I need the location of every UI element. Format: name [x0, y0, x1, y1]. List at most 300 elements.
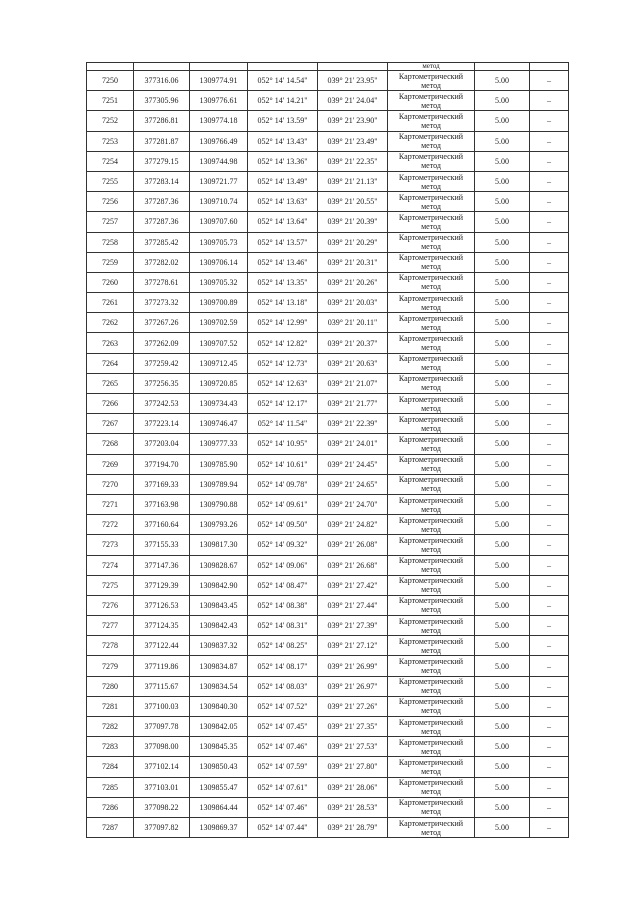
dash-cell: –	[530, 616, 569, 636]
point-number-cell: 7280	[87, 676, 134, 696]
point-number-cell: 7261	[87, 293, 134, 313]
x-coordinate-cell: 377282.02	[134, 252, 190, 272]
method-cell: Картометрический метод	[388, 696, 475, 716]
y-coordinate-cell: 1309850.43	[190, 757, 248, 777]
point-number-cell: 7254	[87, 151, 134, 171]
y-coordinate-cell: 1309817.30	[190, 535, 248, 555]
dash-cell: –	[530, 777, 569, 797]
longitude-cell: 039° 21' 26.99"	[318, 656, 388, 676]
dash-cell: –	[530, 575, 569, 595]
accuracy-cell: 5.00	[475, 373, 530, 393]
table-row	[87, 656, 569, 676]
latitude-cell: 052° 14' 12.82"	[248, 333, 318, 353]
y-coordinate-cell: 1309834.87	[190, 656, 248, 676]
table-row	[87, 474, 569, 494]
y-coordinate-cell: 1309776.61	[190, 91, 248, 111]
table-row	[87, 636, 569, 656]
longitude-cell: 039° 21' 23.90"	[318, 111, 388, 131]
y-coordinate-cell: 1309707.52	[190, 333, 248, 353]
dash-cell: –	[530, 414, 569, 434]
method-cell: Картометрический метод	[388, 71, 475, 91]
table-row	[87, 272, 569, 292]
dash-cell: –	[530, 151, 569, 171]
method-cell: Картометрический метод	[388, 333, 475, 353]
point-number-cell: 7253	[87, 131, 134, 151]
x-coordinate-cell: 377169.33	[134, 474, 190, 494]
point-number-cell: 7271	[87, 494, 134, 514]
method-cell: Картометрический метод	[388, 272, 475, 292]
dash-cell: –	[530, 313, 569, 333]
longitude-cell: 039° 21' 20.11"	[318, 313, 388, 333]
latitude-cell: 052° 14' 09.32"	[248, 535, 318, 555]
table-row	[87, 252, 569, 272]
point-number-cell: 7273	[87, 535, 134, 555]
dash-cell: –	[530, 171, 569, 191]
point-number-cell: 7255	[87, 171, 134, 191]
x-coordinate-cell: 377305.96	[134, 91, 190, 111]
latitude-cell: 052° 14' 13.35"	[248, 272, 318, 292]
y-coordinate-cell: 1309789.94	[190, 474, 248, 494]
dash-cell: –	[530, 454, 569, 474]
longitude-cell: 039° 21' 27.80"	[318, 757, 388, 777]
longitude-cell: 039° 21' 21.13"	[318, 171, 388, 191]
latitude-cell: 052° 14' 07.45"	[248, 717, 318, 737]
x-coordinate-cell: 377103.01	[134, 777, 190, 797]
method-cell: Картометрический метод	[388, 717, 475, 737]
table-row	[87, 494, 569, 514]
y-coordinate-cell: 1309855.47	[190, 777, 248, 797]
table-row	[87, 313, 569, 333]
x-coordinate-cell: 377262.09	[134, 333, 190, 353]
y-coordinate-cell: 1309845.35	[190, 737, 248, 757]
method-cell: Картометрический метод	[388, 636, 475, 656]
table-row	[87, 454, 569, 474]
x-coordinate-cell: 377129.39	[134, 575, 190, 595]
latitude-cell: 052° 14' 07.44"	[248, 817, 318, 837]
x-coordinate-cell: 377279.15	[134, 151, 190, 171]
top-cell-x	[134, 63, 190, 71]
y-coordinate-cell: 1309720.85	[190, 373, 248, 393]
accuracy-cell: 5.00	[475, 394, 530, 414]
latitude-cell: 052° 14' 08.31"	[248, 616, 318, 636]
point-number-cell: 7277	[87, 616, 134, 636]
dash-cell: –	[530, 656, 569, 676]
point-number-cell: 7256	[87, 192, 134, 212]
table-row	[87, 676, 569, 696]
latitude-cell: 052° 14' 12.99"	[248, 313, 318, 333]
x-coordinate-cell: 377124.35	[134, 616, 190, 636]
longitude-cell: 039° 21' 27.35"	[318, 717, 388, 737]
latitude-cell: 052° 14' 07.52"	[248, 696, 318, 716]
dash-cell: –	[530, 192, 569, 212]
longitude-cell: 039° 21' 22.39"	[318, 414, 388, 434]
longitude-cell: 039° 21' 28.06"	[318, 777, 388, 797]
dash-cell: –	[530, 333, 569, 353]
longitude-cell: 039° 21' 20.29"	[318, 232, 388, 252]
latitude-cell: 052° 14' 08.38"	[248, 595, 318, 615]
longitude-cell: 039° 21' 27.26"	[318, 696, 388, 716]
latitude-cell: 052° 14' 13.59"	[248, 111, 318, 131]
dash-cell: –	[530, 91, 569, 111]
accuracy-cell: 5.00	[475, 151, 530, 171]
latitude-cell: 052° 14' 07.59"	[248, 757, 318, 777]
x-coordinate-cell: 377242.53	[134, 394, 190, 414]
dash-cell: –	[530, 394, 569, 414]
y-coordinate-cell: 1309864.44	[190, 797, 248, 817]
dash-cell: –	[530, 737, 569, 757]
dash-cell: –	[530, 515, 569, 535]
dash-cell: –	[530, 293, 569, 313]
dash-cell: –	[530, 817, 569, 837]
latitude-cell: 052° 14' 11.54"	[248, 414, 318, 434]
longitude-cell: 039° 21' 27.44"	[318, 595, 388, 615]
point-number-cell: 7262	[87, 313, 134, 333]
top-cell-lat	[248, 63, 318, 71]
longitude-cell: 039° 21' 20.31"	[318, 252, 388, 272]
method-cell: Картометрический метод	[388, 353, 475, 373]
latitude-cell: 052° 14' 07.46"	[248, 737, 318, 757]
point-number-cell: 7279	[87, 656, 134, 676]
y-coordinate-cell: 1309705.73	[190, 232, 248, 252]
y-coordinate-cell: 1309840.30	[190, 696, 248, 716]
longitude-cell: 039° 21' 24.70"	[318, 494, 388, 514]
x-coordinate-cell: 377102.14	[134, 757, 190, 777]
accuracy-cell: 5.00	[475, 757, 530, 777]
accuracy-cell: 5.00	[475, 717, 530, 737]
accuracy-cell: 5.00	[475, 313, 530, 333]
accuracy-cell: 5.00	[475, 71, 530, 91]
accuracy-cell: 5.00	[475, 252, 530, 272]
y-coordinate-cell: 1309774.91	[190, 71, 248, 91]
table-row	[87, 91, 569, 111]
longitude-cell: 039° 21' 24.01"	[318, 434, 388, 454]
method-cell: Картометрический метод	[388, 515, 475, 535]
x-coordinate-cell: 377203.04	[134, 434, 190, 454]
y-coordinate-cell: 1309721.77	[190, 171, 248, 191]
table-row	[87, 192, 569, 212]
accuracy-cell: 5.00	[475, 91, 530, 111]
point-number-cell: 7266	[87, 394, 134, 414]
dash-cell: –	[530, 696, 569, 716]
dash-cell: –	[530, 434, 569, 454]
y-coordinate-cell: 1309706.14	[190, 252, 248, 272]
x-coordinate-cell: 377278.61	[134, 272, 190, 292]
x-coordinate-cell: 377267.26	[134, 313, 190, 333]
method-cell: Картометрический метод	[388, 373, 475, 393]
table-row	[87, 111, 569, 131]
longitude-cell: 039° 21' 21.07"	[318, 373, 388, 393]
dash-cell: –	[530, 676, 569, 696]
table-row	[87, 616, 569, 636]
point-number-cell: 7278	[87, 636, 134, 656]
x-coordinate-cell: 377259.42	[134, 353, 190, 373]
longitude-cell: 039° 21' 26.68"	[318, 555, 388, 575]
longitude-cell: 039° 21' 27.12"	[318, 636, 388, 656]
y-coordinate-cell: 1309710.74	[190, 192, 248, 212]
y-coordinate-cell: 1309869.37	[190, 817, 248, 837]
dash-cell: –	[530, 474, 569, 494]
method-cell: Картометрический метод	[388, 817, 475, 837]
accuracy-cell: 5.00	[475, 131, 530, 151]
latitude-cell: 052° 14' 08.03"	[248, 676, 318, 696]
latitude-cell: 052° 14' 13.36"	[248, 151, 318, 171]
longitude-cell: 039° 21' 23.49"	[318, 131, 388, 151]
x-coordinate-cell: 377194.70	[134, 454, 190, 474]
dash-cell: –	[530, 757, 569, 777]
accuracy-cell: 5.00	[475, 212, 530, 232]
y-coordinate-cell: 1309834.54	[190, 676, 248, 696]
method-cell: Картометрический метод	[388, 293, 475, 313]
accuracy-cell: 5.00	[475, 171, 530, 191]
top-cell-y	[190, 63, 248, 71]
latitude-cell: 052° 14' 08.47"	[248, 575, 318, 595]
table-body	[87, 63, 569, 838]
method-cell: Картометрический метод	[388, 151, 475, 171]
table-row	[87, 777, 569, 797]
method-cell: Картометрический метод	[388, 111, 475, 131]
table-row	[87, 797, 569, 817]
method-cell: Картометрический метод	[388, 313, 475, 333]
longitude-cell: 039° 21' 20.55"	[318, 192, 388, 212]
accuracy-cell: 5.00	[475, 777, 530, 797]
x-coordinate-cell: 377100.03	[134, 696, 190, 716]
method-cell: Картометрический метод	[388, 212, 475, 232]
dash-cell: –	[530, 636, 569, 656]
table-row	[87, 373, 569, 393]
table-row	[87, 575, 569, 595]
accuracy-cell: 5.00	[475, 454, 530, 474]
point-number-cell: 7252	[87, 111, 134, 131]
method-cell: Картометрический метод	[388, 595, 475, 615]
x-coordinate-cell: 377163.98	[134, 494, 190, 514]
y-coordinate-cell: 1309842.90	[190, 575, 248, 595]
dash-cell: –	[530, 131, 569, 151]
x-coordinate-cell: 377097.78	[134, 717, 190, 737]
x-coordinate-cell: 377119.86	[134, 656, 190, 676]
latitude-cell: 052° 14' 12.63"	[248, 373, 318, 393]
table-top-row	[87, 63, 569, 71]
point-number-cell: 7268	[87, 434, 134, 454]
point-number-cell: 7287	[87, 817, 134, 837]
latitude-cell: 052° 14' 13.57"	[248, 232, 318, 252]
latitude-cell: 052° 14' 09.78"	[248, 474, 318, 494]
accuracy-cell: 5.00	[475, 232, 530, 252]
dash-cell: –	[530, 797, 569, 817]
accuracy-cell: 5.00	[475, 494, 530, 514]
latitude-cell: 052° 14' 08.25"	[248, 636, 318, 656]
x-coordinate-cell: 377285.42	[134, 232, 190, 252]
method-cell: Картометрический метод	[388, 757, 475, 777]
x-coordinate-cell: 377256.35	[134, 373, 190, 393]
x-coordinate-cell: 377223.14	[134, 414, 190, 434]
point-number-cell: 7276	[87, 595, 134, 615]
longitude-cell: 039° 21' 28.53"	[318, 797, 388, 817]
method-cell: Картометрический метод	[388, 676, 475, 696]
method-cell: Картометрический метод	[388, 454, 475, 474]
accuracy-cell: 5.00	[475, 434, 530, 454]
method-cell: Картометрический метод	[388, 252, 475, 272]
dash-cell: –	[530, 232, 569, 252]
longitude-cell: 039° 21' 23.95"	[318, 71, 388, 91]
accuracy-cell: 5.00	[475, 293, 530, 313]
x-coordinate-cell: 377286.81	[134, 111, 190, 131]
method-cell: Картометрический метод	[388, 232, 475, 252]
method-cell: Картометрический метод	[388, 616, 475, 636]
latitude-cell: 052° 14' 13.64"	[248, 212, 318, 232]
longitude-cell: 039° 21' 27.53"	[318, 737, 388, 757]
accuracy-cell: 5.00	[475, 797, 530, 817]
y-coordinate-cell: 1309734.43	[190, 394, 248, 414]
table-row	[87, 595, 569, 615]
latitude-cell: 052° 14' 07.61"	[248, 777, 318, 797]
accuracy-cell: 5.00	[475, 676, 530, 696]
y-coordinate-cell: 1309793.26	[190, 515, 248, 535]
accuracy-cell: 5.00	[475, 737, 530, 757]
table-row	[87, 293, 569, 313]
method-cell: Картометрический метод	[388, 535, 475, 555]
longitude-cell: 039° 21' 26.97"	[318, 676, 388, 696]
table-row	[87, 515, 569, 535]
point-number-cell: 7263	[87, 333, 134, 353]
top-cell-method	[388, 63, 475, 71]
dash-cell: –	[530, 71, 569, 91]
x-coordinate-cell: 377287.36	[134, 192, 190, 212]
point-number-cell: 7283	[87, 737, 134, 757]
accuracy-cell: 5.00	[475, 192, 530, 212]
point-number-cell: 7260	[87, 272, 134, 292]
latitude-cell: 052° 14' 08.17"	[248, 656, 318, 676]
point-number-cell: 7284	[87, 757, 134, 777]
x-coordinate-cell: 377160.64	[134, 515, 190, 535]
accuracy-cell: 5.00	[475, 575, 530, 595]
point-number-cell: 7285	[87, 777, 134, 797]
point-number-cell: 7270	[87, 474, 134, 494]
table-row	[87, 71, 569, 91]
longitude-cell: 039° 21' 22.35"	[318, 151, 388, 171]
dash-cell: –	[530, 353, 569, 373]
x-coordinate-cell: 377098.00	[134, 737, 190, 757]
accuracy-cell: 5.00	[475, 656, 530, 676]
longitude-cell: 039° 21' 24.82"	[318, 515, 388, 535]
accuracy-cell: 5.00	[475, 535, 530, 555]
accuracy-cell: 5.00	[475, 414, 530, 434]
latitude-cell: 052° 14' 13.18"	[248, 293, 318, 313]
latitude-cell: 052° 14' 13.43"	[248, 131, 318, 151]
x-coordinate-cell: 377283.14	[134, 171, 190, 191]
y-coordinate-cell: 1309790.88	[190, 494, 248, 514]
latitude-cell: 052° 14' 10.95"	[248, 434, 318, 454]
latitude-cell: 052° 14' 13.49"	[248, 171, 318, 191]
accuracy-cell: 5.00	[475, 353, 530, 373]
table-row	[87, 817, 569, 837]
longitude-cell: 039° 21' 21.77"	[318, 394, 388, 414]
table-row	[87, 717, 569, 737]
method-cell: Картометрический метод	[388, 494, 475, 514]
accuracy-cell: 5.00	[475, 555, 530, 575]
table-row	[87, 171, 569, 191]
method-cell: Картометрический метод	[388, 777, 475, 797]
longitude-cell: 039° 21' 20.63"	[318, 353, 388, 373]
accuracy-cell: 5.00	[475, 636, 530, 656]
table-row	[87, 353, 569, 373]
y-coordinate-cell: 1309837.32	[190, 636, 248, 656]
longitude-cell: 039° 21' 20.26"	[318, 272, 388, 292]
x-coordinate-cell: 377097.82	[134, 817, 190, 837]
table-row	[87, 333, 569, 353]
point-number-cell: 7264	[87, 353, 134, 373]
longitude-cell: 039° 21' 27.42"	[318, 575, 388, 595]
longitude-cell: 039° 21' 20.37"	[318, 333, 388, 353]
x-coordinate-cell: 377287.36	[134, 212, 190, 232]
x-coordinate-cell: 377147.36	[134, 555, 190, 575]
point-number-cell: 7274	[87, 555, 134, 575]
table-row	[87, 535, 569, 555]
point-number-cell: 7281	[87, 696, 134, 716]
latitude-cell: 052° 14' 13.63"	[248, 192, 318, 212]
y-coordinate-cell: 1309842.43	[190, 616, 248, 636]
longitude-cell: 039° 21' 20.03"	[318, 293, 388, 313]
latitude-cell: 052° 14' 07.46"	[248, 797, 318, 817]
point-number-cell: 7269	[87, 454, 134, 474]
table-row	[87, 232, 569, 252]
dash-cell: –	[530, 535, 569, 555]
point-number-cell: 7275	[87, 575, 134, 595]
x-coordinate-cell: 377098.22	[134, 797, 190, 817]
y-coordinate-cell: 1309777.33	[190, 434, 248, 454]
x-coordinate-cell: 377126.53	[134, 595, 190, 615]
dash-cell: –	[530, 252, 569, 272]
accuracy-cell: 5.00	[475, 515, 530, 535]
latitude-cell: 052° 14' 13.46"	[248, 252, 318, 272]
y-coordinate-cell: 1309746.47	[190, 414, 248, 434]
top-cell-num	[87, 63, 134, 71]
point-number-cell: 7267	[87, 414, 134, 434]
x-coordinate-cell: 377122.44	[134, 636, 190, 656]
y-coordinate-cell: 1309785.90	[190, 454, 248, 474]
longitude-cell: 039° 21' 24.45"	[318, 454, 388, 474]
latitude-cell: 052° 14' 09.06"	[248, 555, 318, 575]
latitude-cell: 052° 14' 14.54"	[248, 71, 318, 91]
top-cell-lon	[318, 63, 388, 71]
longitude-cell: 039° 21' 24.65"	[318, 474, 388, 494]
longitude-cell: 039° 21' 24.04"	[318, 91, 388, 111]
method-cell: Картометрический метод	[388, 171, 475, 191]
table-row	[87, 151, 569, 171]
point-number-cell: 7257	[87, 212, 134, 232]
accuracy-cell: 5.00	[475, 474, 530, 494]
method-cell: Картометрический метод	[388, 394, 475, 414]
longitude-cell: 039° 21' 20.39"	[318, 212, 388, 232]
latitude-cell: 052° 14' 09.50"	[248, 515, 318, 535]
point-number-cell: 7282	[87, 717, 134, 737]
method-cell: Картометрический метод	[388, 192, 475, 212]
table-row	[87, 131, 569, 151]
point-number-cell: 7265	[87, 373, 134, 393]
table-row	[87, 757, 569, 777]
y-coordinate-cell: 1309766.49	[190, 131, 248, 151]
y-coordinate-cell: 1309744.98	[190, 151, 248, 171]
table-row	[87, 434, 569, 454]
latitude-cell: 052° 14' 12.73"	[248, 353, 318, 373]
accuracy-cell: 5.00	[475, 272, 530, 292]
table-row	[87, 555, 569, 575]
method-cell: Картометрический метод	[388, 555, 475, 575]
method-cell: Картометрический метод	[388, 434, 475, 454]
dash-cell: –	[530, 212, 569, 232]
point-number-cell: 7250	[87, 71, 134, 91]
point-number-cell: 7251	[87, 91, 134, 111]
x-coordinate-cell: 377281.87	[134, 131, 190, 151]
